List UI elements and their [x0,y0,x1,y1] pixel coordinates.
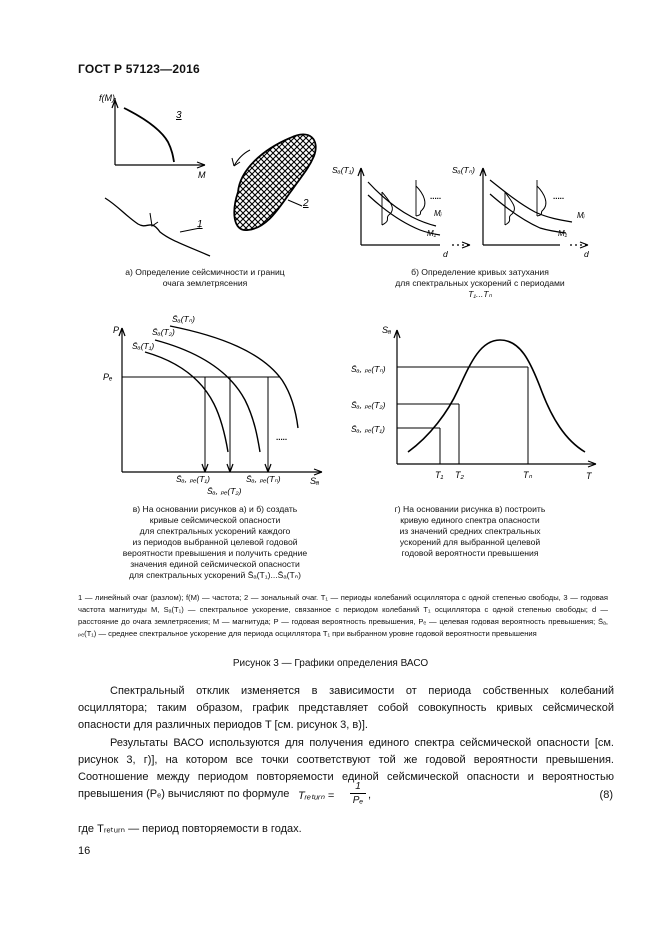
frequency-curve [124,108,174,162]
caption-d: г) На основании рисунка в) построить кривую единого спектра опасности из значений средних спектральных ускорений для выбранной целевой годовой вероятности превышения [394,504,546,558]
curve-label-t1: S̄ₐ(T₁) [132,341,155,351]
label-p: P [113,325,120,335]
panel-a [105,98,316,256]
xtick-d-tn: Tₙ [523,470,533,480]
curve-label-t2: S̄ₐ(T₂) [152,327,175,337]
xtick-t1: S̄ₐ, ₚₑ(T₁) [176,474,210,484]
figure-legend: 1 — линейный очаг (разлом); f(M) — частота; 2 — зональный очаг. T₁ — периоды колебаний осциллятора с одной степенью свободы, 3 — годовая частота магнитуды M, Sₐ(T₁) — спектральное ускорение, связанное с периодом колебаний T₁ осциллятора с одной степенью свободы; d — расстояние до очага землетрясения; M — магнитуда; P — годовая вероятность превышения, Pₑ — целевая годовая вероятность превышения; S̄ₐ, ₚₑ(T₁) — среднее спектральное ускорение для периода осциллятора T₁ при выбранном уровне годовой вероятности превышения [78,593,608,638]
label-sa-d: Sₐ [382,325,392,335]
label-M: M [198,170,206,180]
dots-b2: ..... [553,192,565,201]
xtick-d-t1: T₁ [435,470,444,480]
zone-arrow [234,150,250,166]
fault-line [105,198,210,256]
panel-b [358,168,588,248]
figure-title: Рисунок 3 — Графики определения ВАСО [232,658,429,669]
label-1: 1 [197,219,203,230]
formula-denominator: Pₑ [352,795,364,806]
xtick-d-t2: T₂ [455,470,464,480]
formula-numerator: 1 [350,781,366,794]
label-d-2: d [584,249,589,259]
ytick-tn: S̄ₐ, ₚₑ(Tₙ) [351,364,386,374]
label-fm: f(M) [99,93,115,103]
label-pe: Pₑ [103,372,113,382]
label-t-d: T [586,471,592,481]
label-mi-2: Mᵢ [577,211,585,220]
label-m1-1: M₁ [427,229,437,238]
formula-lhs: Tᵣₑₜᵤᵣₙ = [298,790,335,802]
document-header: ГОСТ Р 57123—2016 [78,62,200,76]
formula-8 [0,781,661,811]
label-sa-c: Sₐ [310,476,320,486]
caption-c: в) На основании рисунков а) и б) создать кривые сейсмической опасности для спектральных ускорений каждого из периодов выбранной целевой годовой вероятности превышения и получить средние значения единой сейсмической опасности для спектральных ускорений S̄ₐ(T₁)...S̄ₐ(Tₙ) [122,504,308,580]
where-text: где Tᵣₑₜᵤᵣₙ — период повторяемости в годах. [78,823,302,835]
fault-arrow [150,213,158,226]
page-number: 16 [78,845,91,857]
formula-tail: , [368,789,372,801]
xtick-t2: S̄ₐ, ₚₑ(T₂) [207,486,242,496]
ytick-t1: S̄ₐ, ₚₑ(T₁) [351,424,385,434]
paragraph-2: Результаты ВАСО используются для получения единого спектра сейсмической опасности [см. рисунок 3, г)], на котором все точки соответствуют той же годовой вероятности превышения. Соотношение между периодом повторяемости единой сейсмической опасности и вероятностью превышения (Pₑ) вычисляют по формуле [78,737,614,800]
label-sa-tn: Sₐ(Tₙ) [452,165,475,175]
label-3: 3 [176,110,182,121]
label-mi-1: Mᵢ [434,209,442,218]
label-d-1: d [443,249,448,259]
paragraph-1: Спектральный отклик изменяется в зависимости от периода собственных колебаний осциллятора; таким образом, график представляет собой совокупность кривых сейсмической опасности для различных периодов T [см. рисунок 3, в)]. [78,685,614,731]
panel-d [394,330,596,467]
caption-a: а) Определение сейсмичности и границ очага землетрясения [125,267,285,288]
xtick-tn: S̄ₐ, ₚₑ(Tₙ) [246,474,281,484]
formula-fraction [350,781,366,807]
caption-b: б) Определение кривых затухания для спектральных ускорений с периодами T₁...Tₙ [395,267,565,299]
formula-number: (8) [599,789,613,801]
label-sa-t1: Sₐ(T₁) [332,165,355,175]
curve-label-tn: S̄ₐ(Tₙ) [172,314,195,324]
label-m1-2: M₁ [558,229,568,238]
dots-b1: ..... [430,192,442,201]
ytick-t2: S̄ₐ, ₚₑ(T₂) [351,400,386,410]
zone-source [234,134,315,230]
label-2: 2 [303,198,309,209]
dots-c: ..... [276,433,288,442]
